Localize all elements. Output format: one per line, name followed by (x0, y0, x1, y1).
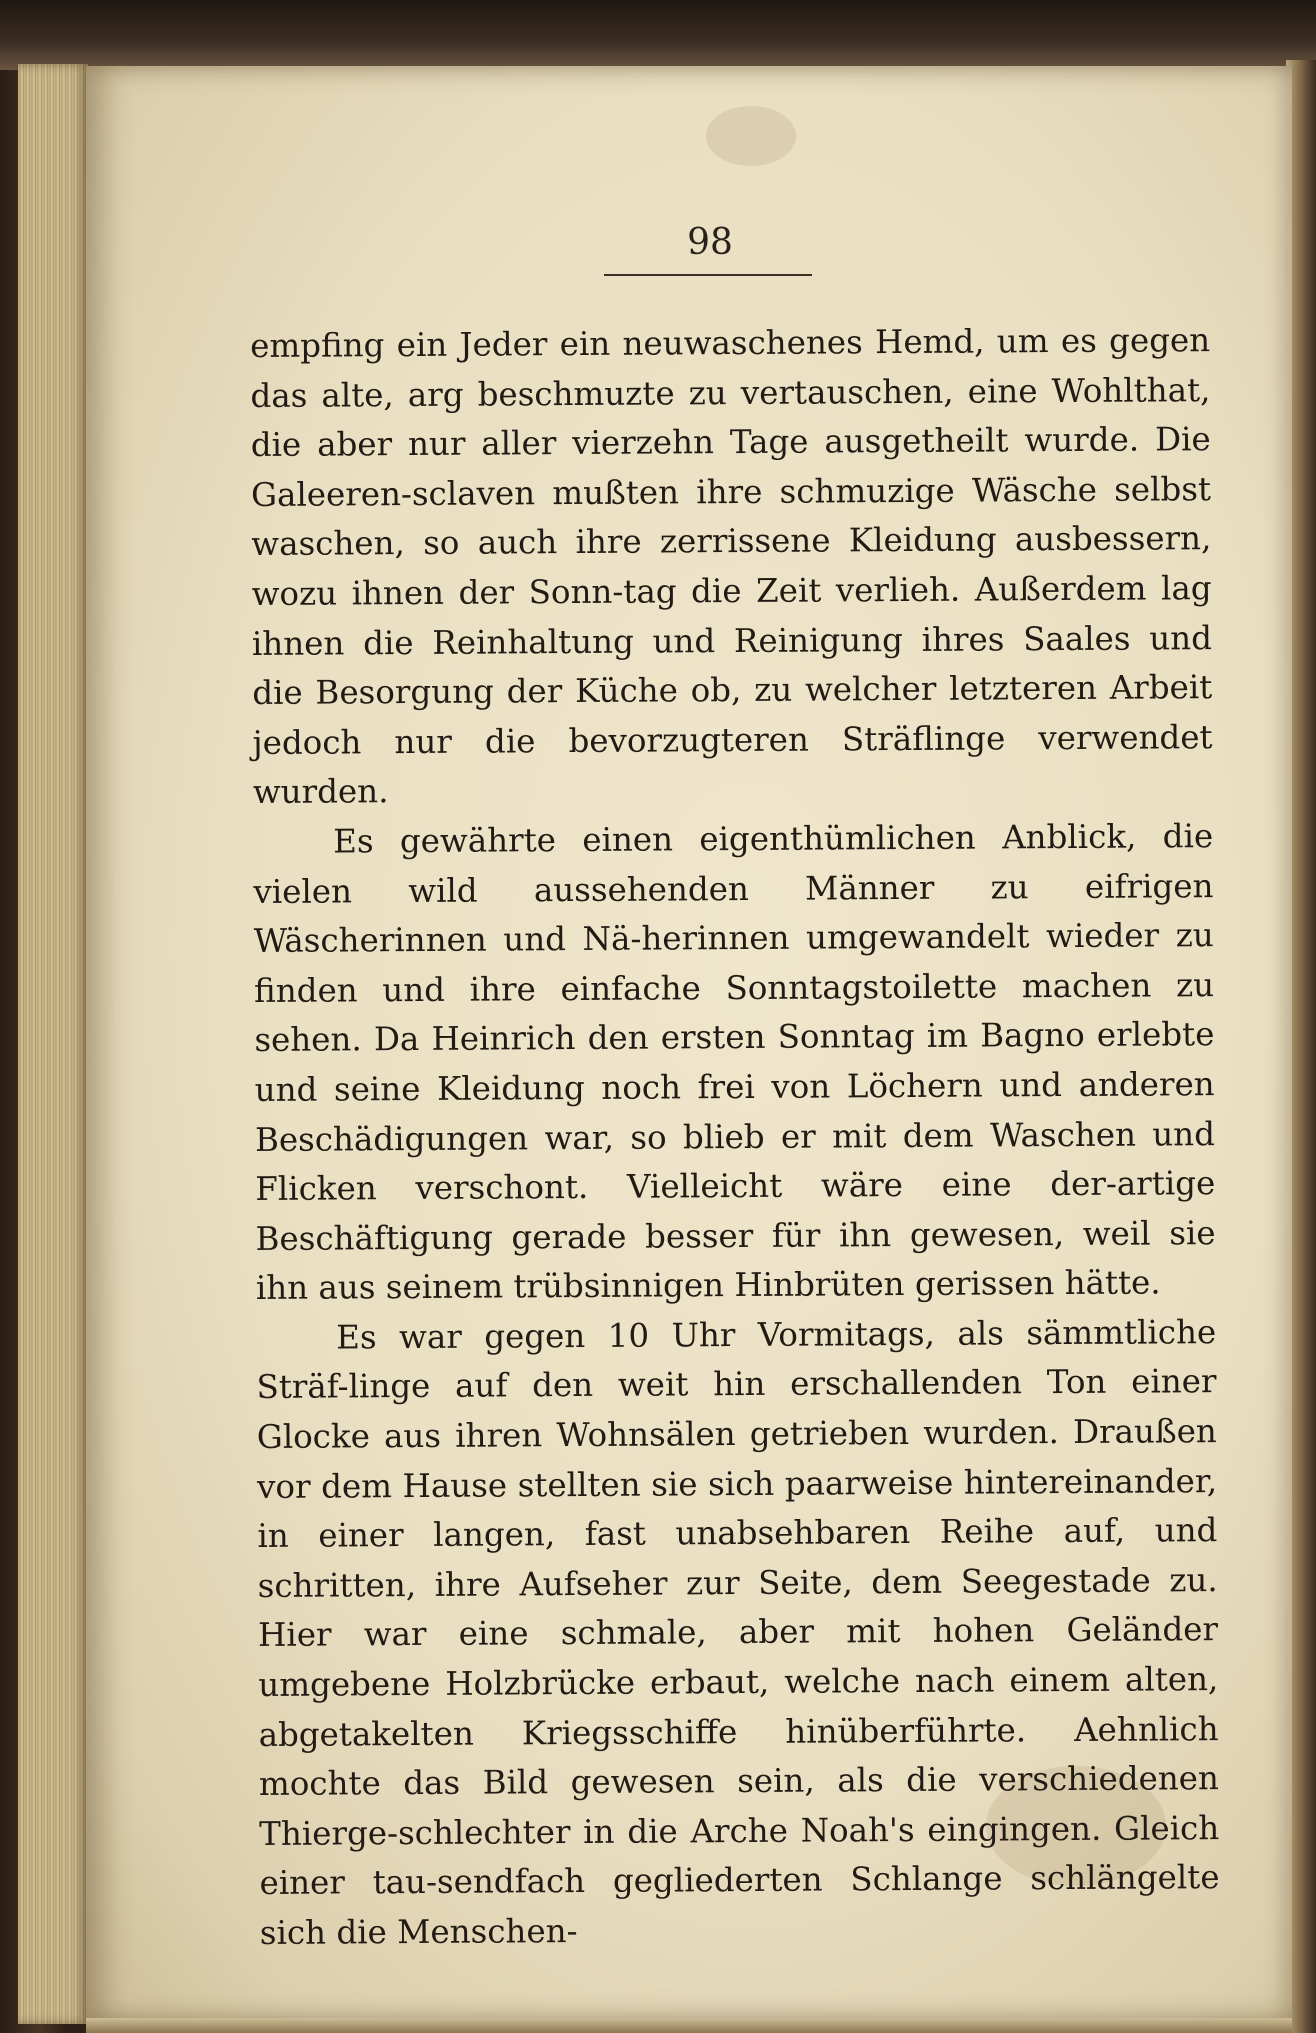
page-body-text (250, 316, 1220, 1958)
header-rule (604, 274, 812, 276)
paragraph-1: empfing ein Jeder ein neuwaschenes Hemd, um es gegen das alte, arg beschmuzte zu vertauschen, eine Wohlthat, die aber nur aller vierzehn Tage ausgetheilt wurde. Die Galeeren-sclaven mußten ihre schmuzige Wäsche selbst waschen, so auch ihre zerrissene Kleidung ausbessern, wozu ihnen der Sonn-tag die Zeit verlieh. Außerdem lag ihnen die Reinhaltung und Reinigung ihres Saales und die Besorgung der Küche ob, zu welcher letzteren Arbeit jedoch nur die bevorzugteren Sträflinge verwendet wurden. (250, 321, 1213, 812)
page-number: 98 (687, 222, 733, 263)
page-stack-edge (18, 64, 88, 2024)
book-bottom-edge (86, 2018, 1292, 2033)
paragraph-2: Es gewährte einen eigenthümlichen Anblick, die vielen wild aussehenden Männer zu eifrigen Wäscherinnen und Nä-herinnen umgewandelt wieder zu finden und ihre einfache Sonntagstoilette machen zu sehen. Da Heinrich den ersten Sonntag im Bagno erlebte und seine Kleidung noch frei von Löchern und anderen Beschädigungen war, so blieb er mit dem Waschen und Flicken verschont. Vielleicht wäre eine der-artige Beschäftigung gerade besser für ihn gewesen, weil sie ihn aus seinem trübsinnigen Hinbrüten gerissen hätte. (253, 817, 1216, 1308)
paragraph-3: Es war gegen 10 Uhr Vormitags, als sämmtliche Sträf-linge auf den weit hin erschallenden Ton einer Glocke aus ihren Wohnsälen getrieben wurden. Draußen vor dem Hause stellten sie sich paarweise hintereinander, in einer langen, fast unabsehbaren Reihe auf, und schritten, ihre Aufseher zur Seite, dem Seegestade zu. Hier war eine schmale, aber mit hohen Geländer umgebene Holzbrücke erbaut, welche nach einem alten, abgetakelten Kriegsschiffe hinüberführte. Aehnlich mochte das Bild gewesen sein, als die verschiedenen Thierge-schlechter in die Arche Noah's eingingen. Gleich einer tau-sendfach gegliederten Schlange schlängelte sich die Menschen- (256, 1312, 1220, 1952)
book-top-edge (0, 0, 1316, 70)
paper-stain (706, 106, 796, 166)
